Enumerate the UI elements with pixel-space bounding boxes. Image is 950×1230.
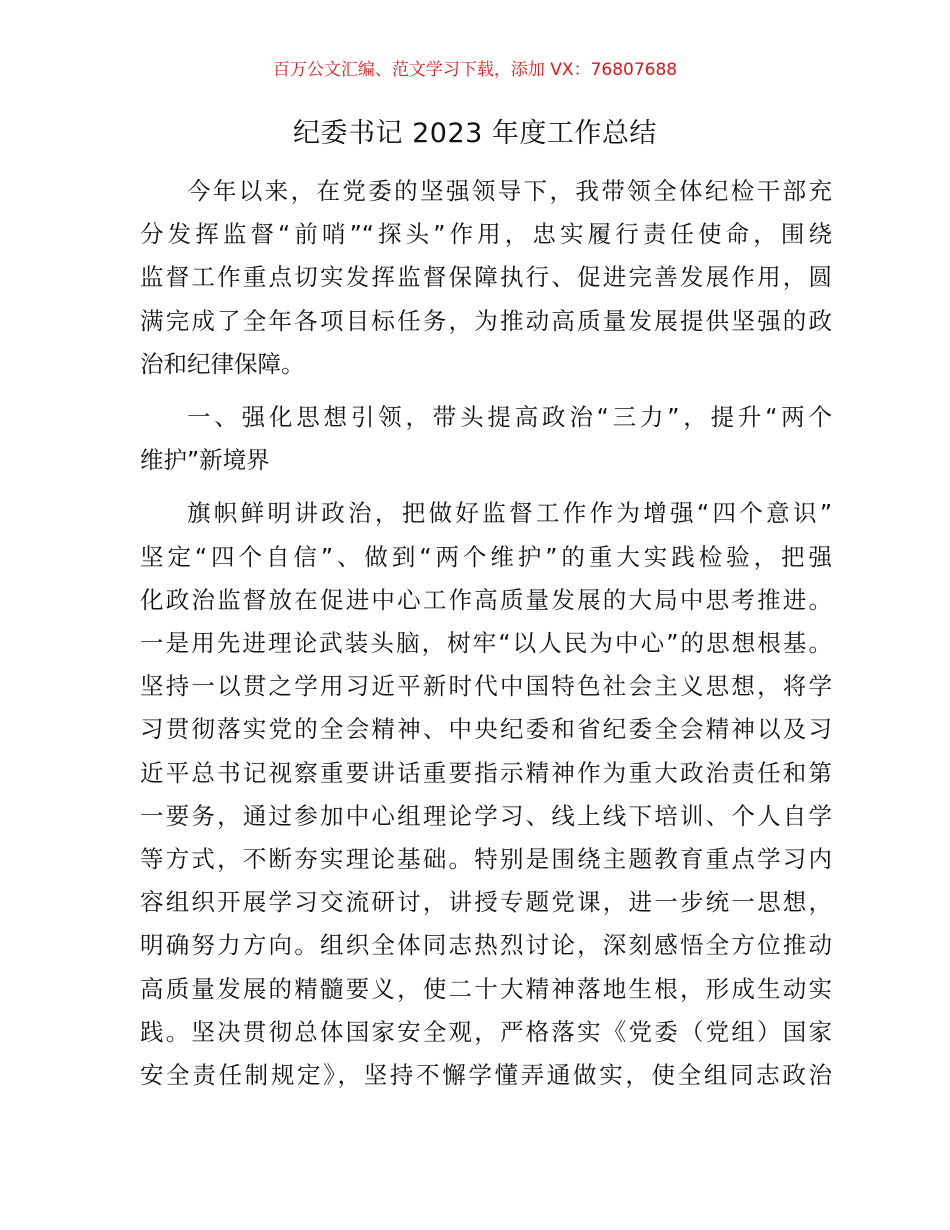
text-line: 一、强化思想引领，带头提高政治“三力”，提升“两个 <box>187 403 832 432</box>
text-line: 监督工作重点切实发挥监督保障执行、促进完善发展作用，圆 <box>140 263 832 292</box>
text-line: 化政治监督放在促进中心工作高质量发展的大局中思考推进。 <box>140 585 832 614</box>
intro-paragraph <box>140 170 832 386</box>
text-line: 旗帜鲜明讲政治，把做好监督工作作为增强“四个意识” <box>187 499 832 528</box>
text-line: 维护”新境界 <box>140 446 270 475</box>
text-line: 习贯彻落实党的全会精神、中央纪委和省纪委全会精神以及习 <box>140 715 832 744</box>
text-line: 高质量发展的精髓要义，使二十大精神落地生根，形成生动实 <box>140 974 832 1003</box>
paragraph-spacer <box>140 386 832 396</box>
text-line: 坚持一以贯之学用习近平新时代中国特色社会主义思想，将学 <box>140 672 832 701</box>
text-line: 明确努力方向。组织全体同志热烈讨论，深刻感悟全方位推动 <box>140 931 832 960</box>
text-line: 近平总书记视察重要讲话重要指示精神作为重大政治责任和第 <box>140 758 832 787</box>
section-heading-1 <box>140 396 832 482</box>
document-body <box>140 170 832 1097</box>
text-line: 等方式，不断夯实理论基础。特别是围绕主题教育重点学习内 <box>140 845 832 874</box>
text-line: 今年以来，在党委的坚强领导下，我带领全体纪检干部充 <box>187 177 832 205</box>
text-line: 一是用先进理论武装头脑，树牢“以人民为中心”的思想根基。 <box>140 629 832 658</box>
section-1-paragraph <box>140 492 832 1097</box>
text-line: 坚定“四个自信”、做到“两个维护”的重大实践检验，把强 <box>140 542 832 571</box>
text-line: 践。坚决贯彻总体国家安全观，严格落实《党委（党组）国家 <box>140 1017 832 1046</box>
text-line: 分发挥监督“前哨”“探头”作用，忠实履行责任使命，围绕 <box>140 220 832 249</box>
text-line: 治和纪律保障。 <box>140 349 305 378</box>
text-line: 容组织开展学习交流研讨，讲授专题党课，进一步统一思想， <box>140 888 832 917</box>
paragraph-spacer <box>140 482 832 492</box>
text-line: 一要务，通过参加中心组理论学习、线上线下培训、个人自学 <box>140 801 832 830</box>
text-line: 满完成了全年各项目标任务，为推动高质量发展提供坚强的政 <box>140 306 832 335</box>
document-title: 纪委书记 2023 年度工作总结 <box>293 118 657 149</box>
header-banner: 百万公文汇编、范文学习下载，添加 VX：76807688 <box>272 60 678 80</box>
text-line: 安全责任制规定》，坚持不懈学懂弄通做实，使全组同志政治 <box>140 1061 832 1090</box>
